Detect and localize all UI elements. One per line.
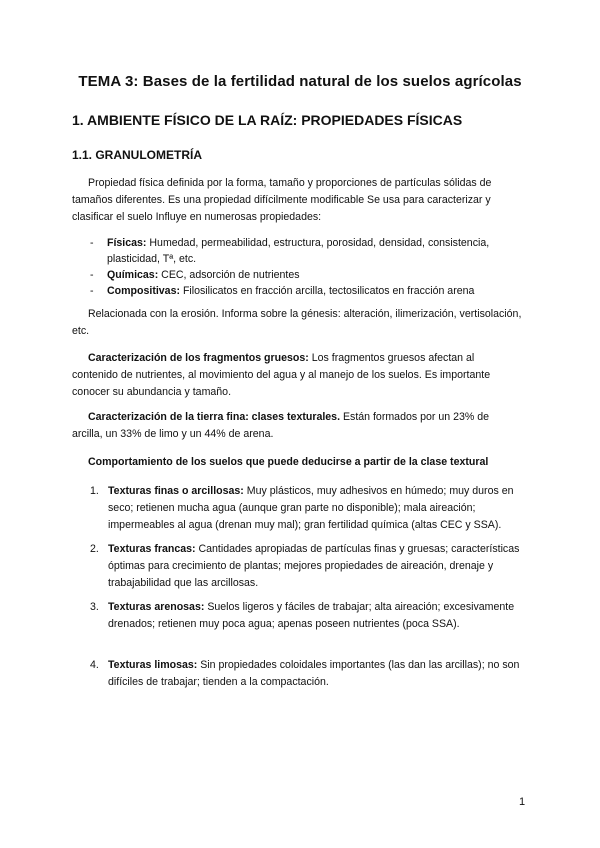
list-item-label: Físicas: — [107, 237, 147, 249]
texture-item — [90, 483, 522, 534]
bullet-dash: - — [90, 285, 94, 297]
list-item-label: Químicas: — [107, 269, 159, 281]
page-number: 1 — [519, 796, 526, 808]
coarse-fragments-label: Caracterización de los fragmentos gruesos: — [88, 352, 309, 364]
list-item-text: Humedad, permeabilidad, estructura, porosidad, densidad, consistencia, plasticidad, Tª, etc. — [107, 237, 490, 265]
texture-text: Cantidades apropiadas de partículas finas y gruesas; características óptimas para crecimiento de plantas; mejores propiedades de aireación, drenaje y trabajabilidad que las arcillosas. — [108, 543, 520, 589]
texture-label: Texturas arenosas: — [108, 601, 205, 613]
intro-paragraph: Propiedad física definida por la forma, tamaño y proporciones de partículas sólidas de tamaños diferentes. Es una propiedad difícilmente modificable Se usa para caracterizar y clasificar el suelo Influye en numerosas propiedades: — [72, 177, 492, 223]
item-number: 4. — [90, 659, 99, 671]
texture-label: Texturas francas: — [108, 543, 196, 555]
texture-item — [90, 541, 522, 592]
list-item-text: Filosilicatos en fracción arcilla, tectosilicatos en fracción arena — [180, 285, 475, 297]
coarse-fragments-paragraph — [72, 350, 522, 401]
fine-earth-label: Caracterización de la tierra fina: clases texturales. — [88, 411, 341, 423]
properties-list — [90, 235, 520, 299]
list-item — [90, 267, 520, 283]
document-title: TEMA 3: Bases de la fertilidad natural de los suelos agrícolas — [78, 73, 522, 90]
erosion-paragraph: Relacionada con la erosión. Informa sobre la génesis: alteración, ilimerización, vertisolación, etc. — [72, 308, 522, 337]
coarse-fragments-text: Los fragmentos gruesos afectan al contenido de nutrientes, al movimiento del agua y al manejo de los suelos. Es importante conocer su abundancia y tamaño. — [72, 352, 491, 398]
list-item — [90, 483, 522, 534]
item-number: 2. — [90, 543, 99, 555]
subsection-heading: 1.1. GRANULOMETRÍA — [72, 148, 203, 162]
list-item — [90, 235, 520, 267]
texture-label: Texturas limosas: — [108, 659, 198, 671]
list-item — [90, 599, 522, 633]
list-item-label: Compositivas: — [107, 285, 180, 297]
texture-text: Muy plásticos, muy adhesivos en húmedo; muy duros en seco; retienen mucha agua (aunque gran parte no disponible); mala aireación; impermeables al agua (drenan muy mal); gran fertilidad química (altas CEC y SSA). — [108, 485, 514, 531]
list-item — [90, 541, 522, 592]
texture-item — [90, 657, 522, 691]
texture-item — [90, 599, 522, 633]
texture-text: Suelos ligeros y fáciles de trabajar; alta aireación; excesivamente drenados; retienen muy poca agua; apenas poseen nutrientes (poca SSA). — [108, 601, 515, 630]
bullet-dash: - — [90, 269, 94, 281]
bullet-dash: - — [90, 237, 94, 249]
item-number: 3. — [90, 601, 99, 613]
list-item — [90, 657, 522, 691]
behaviour-heading: Comportamiento de los suelos que puede deducirse a partir de la clase textural — [88, 456, 489, 468]
list-item — [90, 283, 520, 299]
list-item-text: CEC, adsorción de nutrientes — [158, 269, 300, 281]
fine-earth-paragraph — [72, 409, 522, 443]
texture-label: Texturas finas o arcillosas: — [108, 485, 244, 497]
item-number: 1. — [90, 485, 99, 497]
fine-earth-text: Están formados por un 23% de arcilla, un 33% de limo y un 44% de arena. — [72, 411, 490, 440]
texture-text: Sin propiedades coloidales importantes (las dan las arcillas); no son difíciles de trabajar; tienden a la compactación. — [108, 659, 520, 688]
section-heading: 1. AMBIENTE FÍSICO DE LA RAÍZ: PROPIEDADES FÍSICAS — [72, 112, 463, 128]
